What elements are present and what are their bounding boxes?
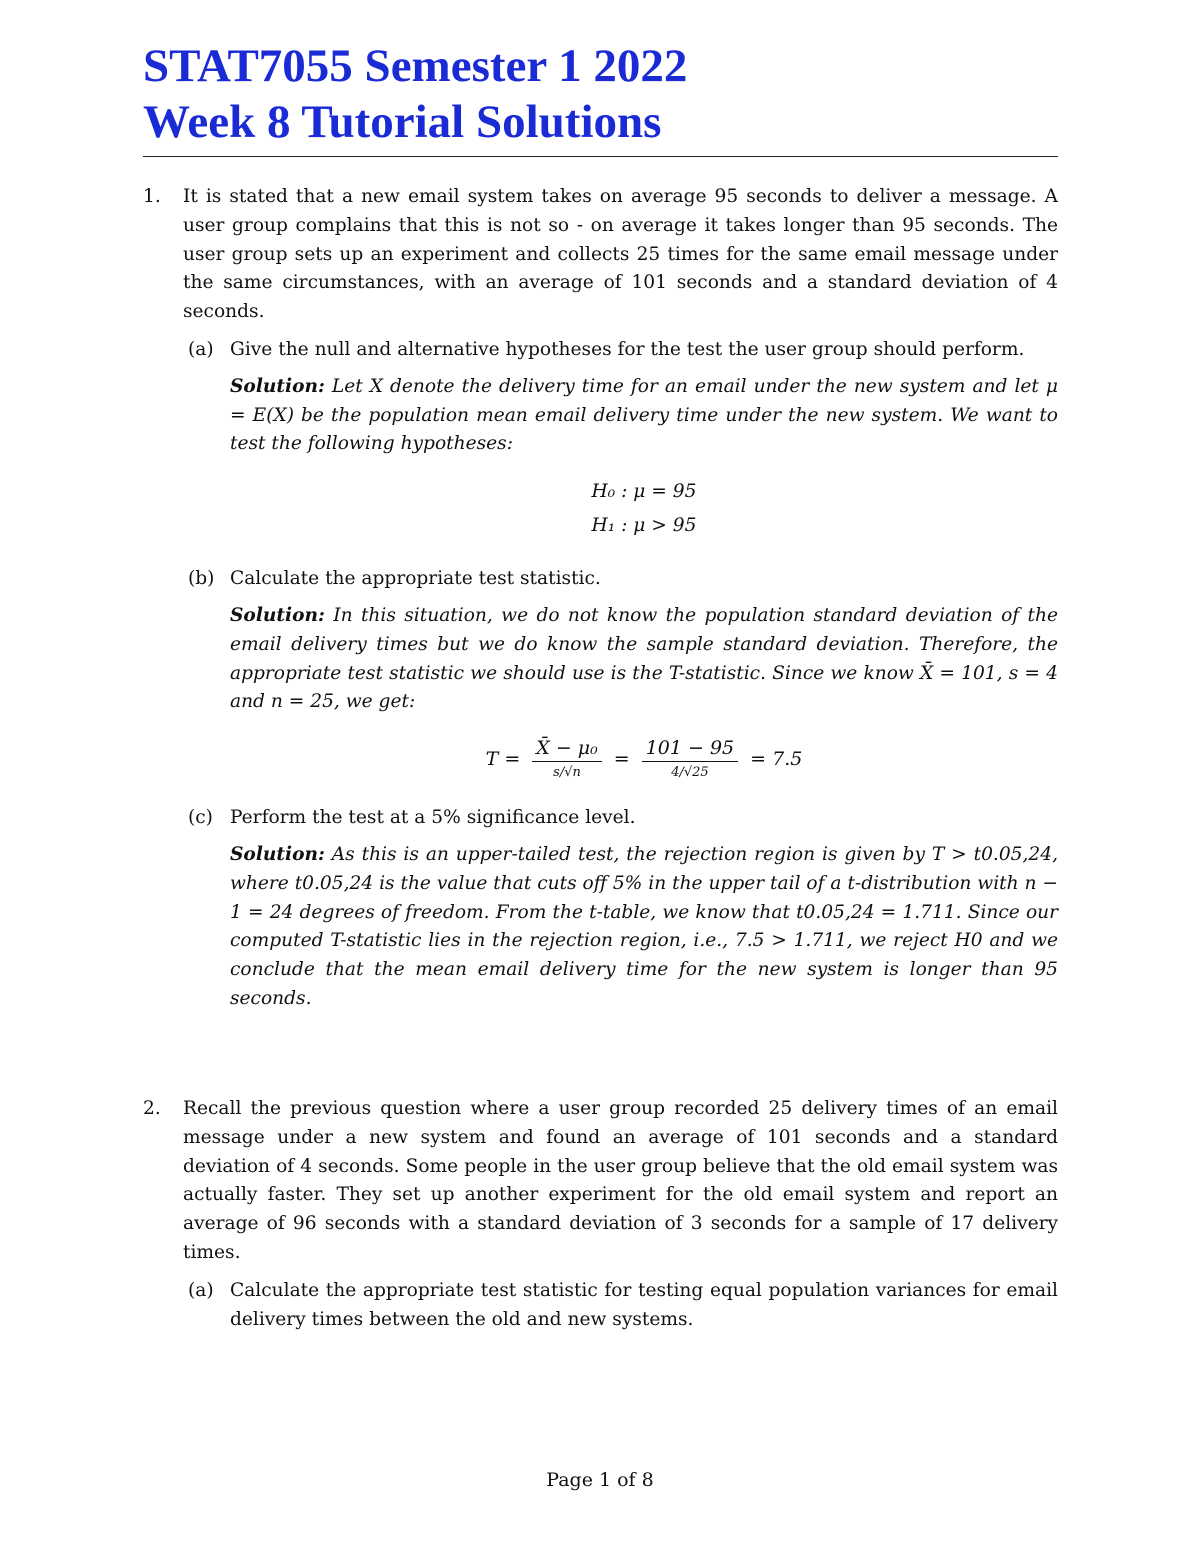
- part-1b: [183, 565, 1058, 784]
- fraction-numerator: 101 − 95: [642, 735, 738, 762]
- question-text: It is stated that a new email system takes on average 95 seconds to deliver a message. A user group complains that this is not so - on average it takes longer than 95 seconds. The user group sets up an experiment and collects 25 times for the same email message under the same circumstances, with an average of 101 seconds and a standard deviation of 4 seconds.: [183, 186, 1058, 323]
- page-number: Page 1 of 8: [546, 1469, 654, 1491]
- eq-lhs: T =: [485, 748, 521, 771]
- solution-1b: [230, 602, 1058, 717]
- title-rule: [143, 156, 1058, 157]
- solution-label: Solution:: [230, 375, 325, 397]
- part-label: (c): [188, 807, 213, 829]
- title-line-2: Week 8 Tutorial Solutions: [143, 96, 662, 148]
- question-number: 1.: [143, 186, 161, 207]
- question-1: [143, 183, 1058, 1014]
- part-question: Perform the test at a 5% significance level.: [230, 807, 636, 829]
- solution-text: As this is an upper-tailed test, the rejection region is given by T > t0.05,24, where t0.05,24 is the value that cuts off 5% in the upper tail of a t-distribution with n − 1 = 24 degrees of freedom. From the t-table, we know that t0.05,24 = 1.711. Since our computed T-statistic lies in the rejection region, i.e., 7.5 > 1.711, we reject H0 and we conclude that the mean email delivery time for the new system is longer than 95 seconds.: [230, 843, 1058, 1009]
- question-text: Recall the previous question where a user group recorded 25 delivery times of an email message under a new system and found an average of 101 seconds and a standard deviation of 4 seconds. Some people in the user group believe that the old email system was actually faster. They set up another experiment for the old email system and report an average of 96 seconds with a standard deviation of 3 seconds for a sample of 17 delivery times.: [183, 1098, 1058, 1263]
- solution-text: In this situation, we do not know the population standard deviation of the email delivery times but we do know the sample standard deviation. Therefore, the appropriate test statistic we should use is the T-statistic. Since we know X̄ = 101, s = 4 and n = 25, we get:: [230, 604, 1059, 713]
- eq-equals: =: [613, 748, 630, 771]
- eq-fraction-numeric: [642, 735, 738, 784]
- solution-text: Let X denote the delivery time for an email under the new system and let μ = E(X) be the population mean email delivery time under the new system. We want to test the following hypotheses:: [230, 375, 1058, 455]
- fraction-numerator: X̄ − μ₀: [532, 735, 602, 762]
- part-question: Give the null and alternative hypotheses for the test the user group should perform.: [230, 338, 1025, 360]
- part-question: Calculate the appropriate test statistic for testing equal population variances for email delivery times between the old and new systems.: [230, 1279, 1058, 1330]
- solution-label: Solution:: [230, 843, 325, 865]
- part-1c: [183, 804, 1058, 1014]
- solution-label: Solution:: [230, 604, 325, 626]
- fraction-denominator: 4/√25: [671, 765, 709, 781]
- document-title: [143, 38, 1063, 150]
- solution-1c: [230, 841, 1058, 1014]
- alternative-hypothesis: H₁ : μ > 95: [591, 515, 697, 537]
- solution-1a: [230, 373, 1058, 459]
- eq-result: = 7.5: [750, 748, 803, 771]
- part-question: Calculate the appropriate test statistic.: [230, 568, 601, 590]
- part-1a: [183, 336, 1058, 543]
- t-statistic-equation: [230, 735, 1058, 784]
- part-label: (a): [188, 338, 214, 360]
- question-2: [143, 1095, 1058, 1334]
- part-2a: [183, 1277, 1058, 1335]
- part-label: (b): [188, 568, 215, 590]
- part-label: (a): [188, 1279, 214, 1301]
- null-hypothesis: H₀ : μ = 95: [591, 481, 697, 503]
- title-line-1: STAT7055 Semester 1 2022: [143, 40, 688, 92]
- question-number: 2.: [143, 1098, 161, 1119]
- eq-fraction-symbolic: [532, 735, 602, 784]
- fraction-denominator: s/√n: [553, 765, 581, 781]
- hypotheses: [230, 475, 1058, 543]
